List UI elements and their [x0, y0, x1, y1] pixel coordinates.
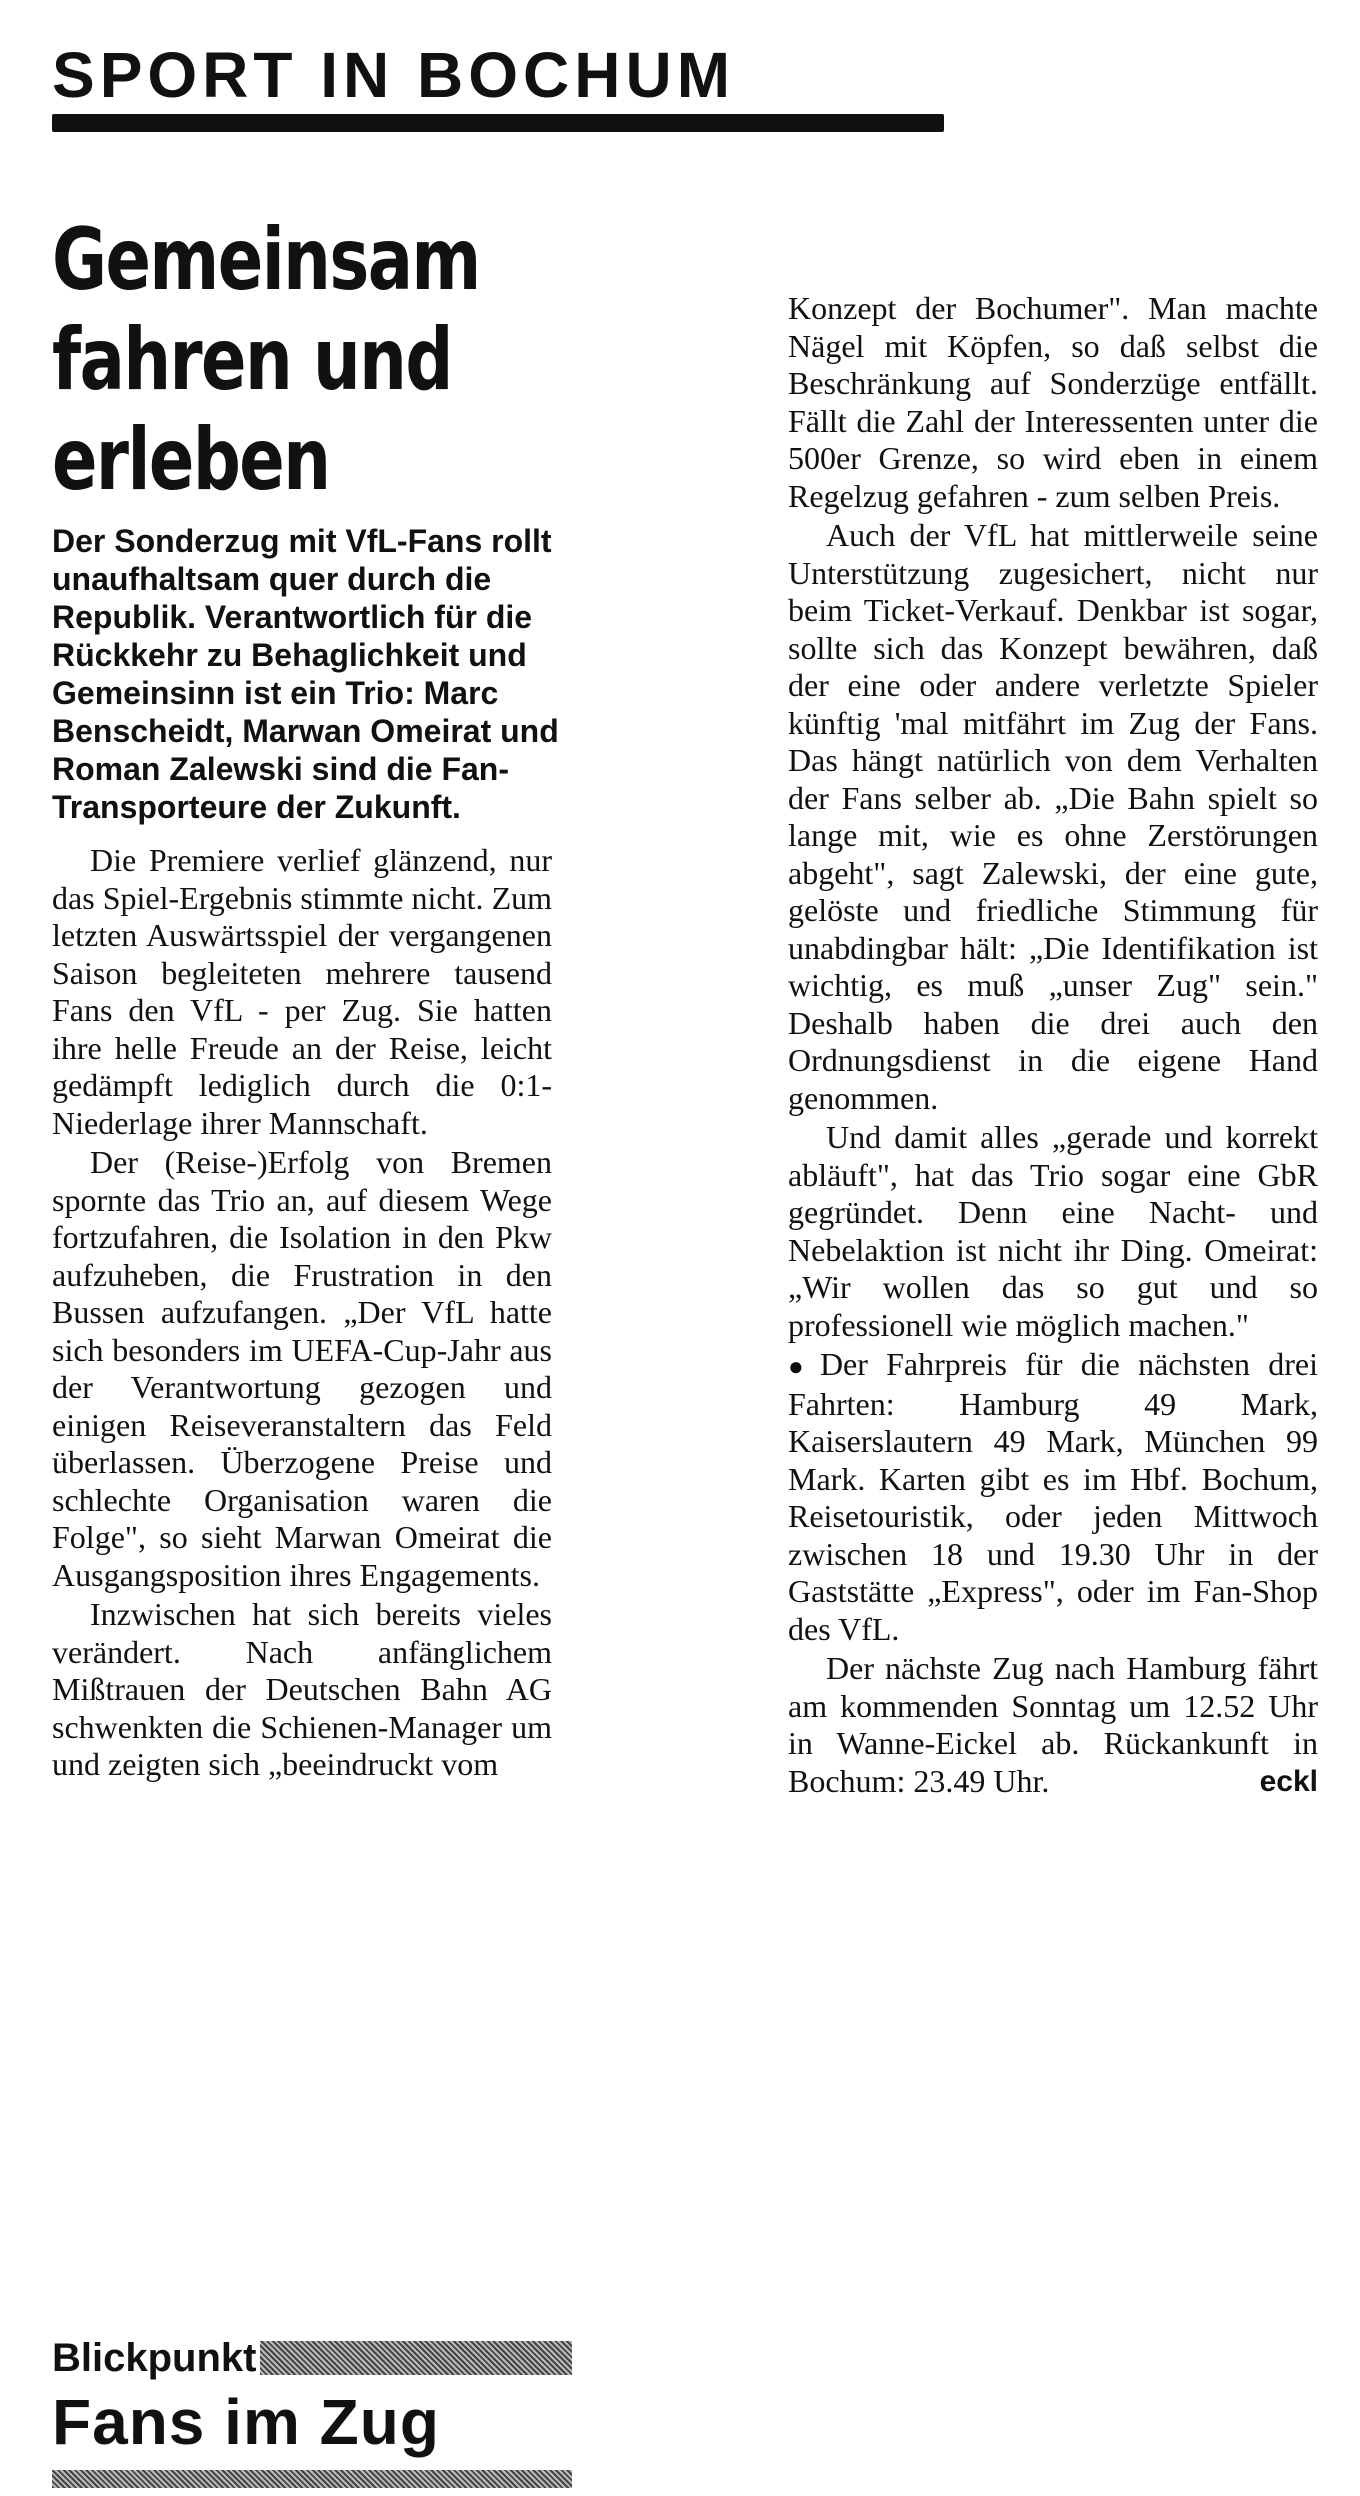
masthead	[52, 40, 944, 132]
hatched-bar-bottom	[52, 2470, 572, 2488]
bullet-icon: ●	[788, 1352, 814, 1381]
final-paragraph	[788, 1650, 1318, 1800]
right-column	[788, 290, 1318, 1802]
hatched-bar	[260, 2341, 572, 2375]
body-paragraph: Die Premiere verlief glänzend, nur das Spiel-Ergebnis stimmte nicht. Zum letzten Auswärtsspiel der vergangenen Saison begleiteten mehrere tausend Fans den VfL - per Zug. Sie hatten ihre helle Freude an der Reise, leicht gedämpft lediglich durch die 0:1-Niederlage ihrer Mannschaft.	[52, 842, 552, 1141]
final-paragraph-text: Der nächste Zug nach Hamburg fährt am kommenden Sonntag um 12.52 Uhr in Wanne-Eickel ab. Rückankunft in Bochum: 23.49 Uhr.	[788, 1650, 1318, 1799]
body-paragraph: Und damit alles „gerade und korrekt abläuft", hat das Trio sogar eine GbR gegründet. Denn eine Nacht- und Nebelaktion ist nicht ihr Ding. Omeirat: „Wir wollen das so gut und so professionell wie möglich machen."	[788, 1119, 1318, 1343]
section-title: SPORT IN BOCHUM	[52, 39, 735, 111]
author-byline: eckl	[1259, 1764, 1318, 1798]
blickpunkt-label: Blickpunkt	[52, 2336, 257, 2380]
price-info-text: Der Fahrpreis für die nächsten drei Fahrten: Hamburg 49 Mark, Kaiserslautern 49 Mark, München 99 Mark. Karten gibt es im Hbf. Bochum, Reisetouristik, oder jeden Mittwoch zwischen 18 und 19.30 Uhr in der Gaststätte „Express", oder im Fan-Shop des VfL.	[788, 1346, 1318, 1647]
article-lead: Der Sonderzug mit VfL-Fans rollt unaufhaltsam quer durch die Republik. Verantwortlich für die Rückkehr zu Behaglichkeit und Gemeinsinn ist ein Trio: Marc Benscheidt, Marwan Omeirat und Roman Zalewski sind die Fan-Transporteure der Zukunft.	[52, 523, 559, 825]
body-paragraph: Auch der VfL hat mittlerweile seine Unterstützung zugesichert, nicht nur beim Ticket-Verkauf. Denkbar ist sogar, sollte sich das Konzept bewähren, daß der eine oder andere verletzte Spieler künftig 'mal mitfährt im Zug der Fans. Das hängt natürlich von dem Verhalten der Fans selber ab. „Die Bahn spielt so lange mit, wie es ohne Zerstörungen abgeht", sagt Zalewski, der eine gute, gelöste und friedliche Stimmung für unabdingbar hält: „Die Identifikation ist wichtig, es muß „unser Zug" sein." Deshalb haben die drei auch den Ordnungsdienst in die eigene Hand genommen.	[788, 517, 1318, 1116]
price-info-paragraph	[788, 1346, 1318, 1648]
left-column	[52, 210, 559, 1786]
blickpunkt-title: Fans im Zug	[52, 2386, 440, 2458]
body-paragraph: Inzwischen hat sich bereits vieles verändert. Nach anfänglichem Mißtrauen der Deutschen Bahn AG schwenkten die Schienen-Manager um und zeigten sich „beeindruckt vom	[52, 1596, 552, 1782]
blickpunkt-box	[52, 2336, 572, 2488]
body-paragraph: Der (Reise-)Erfolg von Bremen spornte das Trio an, auf diesem Wege fortzufahren, die Isolation in den Pkw aufzuheben, die Frustration in den Bussen aufzufangen. „Der VfL hatte sich besonders im UEFA-Cup-Jahr aus der Verantwortung gezogen und einigen Reiseveranstaltern das Feld überlassen. Überzogene Preise und schlechte Organisation waren die Folge", so sieht Marwan Omeirat die Ausgangsposition ihres Engagements.	[52, 1144, 552, 1593]
article-headline: Gemeinsam fahren und erleben	[52, 210, 480, 510]
blickpunkt-header	[52, 2336, 572, 2380]
body-paragraph: Konzept der Bochumer". Man machte Nägel mit Köpfen, so daß selbst die Beschränkung auf Sonderzüge entfällt. Fällt die Zahl der Interessenten unter die 500er Grenze, so wird eben in einem Regelzug gefahren - zum selben Preis.	[788, 290, 1318, 514]
masthead-rule	[52, 114, 944, 132]
